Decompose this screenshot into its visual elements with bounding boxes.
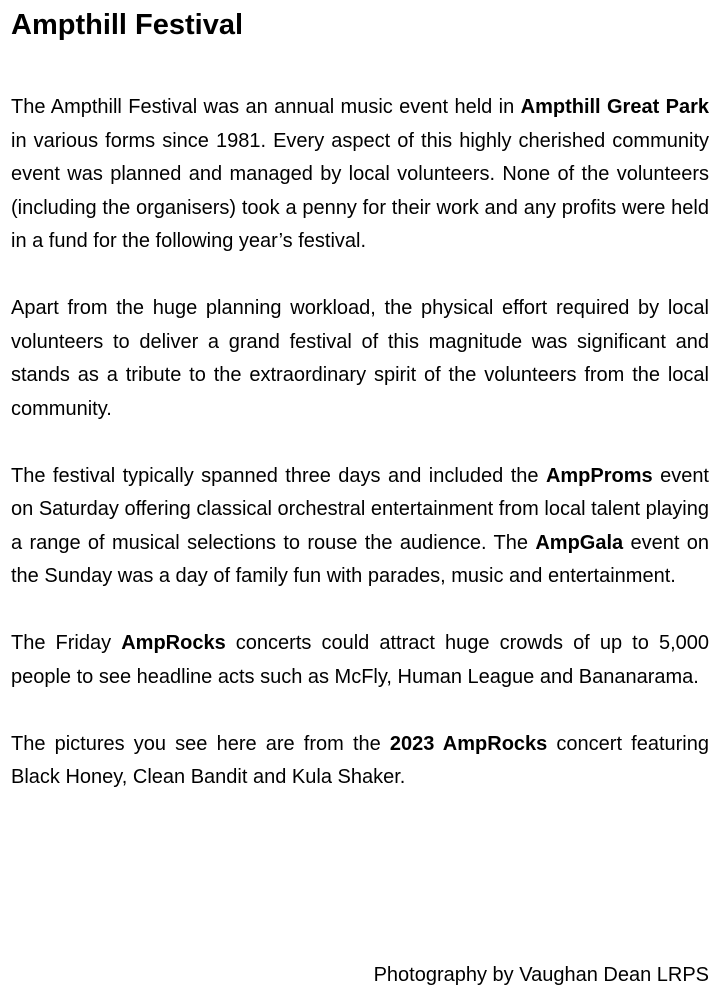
ampgala-name: AmpGala [535, 531, 624, 554]
park-name: Ampthill Great Park [520, 96, 709, 118]
paragraph-events [11, 460, 709, 594]
body-text [11, 91, 709, 828]
paragraph-volunteers [11, 292, 709, 426]
paragraph-text: Apart from the huge planning workload, the physical effort required by local volunteers to deliver a grand festival of this magnitude was significant and stands as a tribute to the extraordinary spirit of the volunteers from the local community. [11, 297, 709, 420]
paragraph-history [11, 91, 709, 259]
paragraph-text: The Friday [11, 632, 122, 654]
paragraph-text: event on Saturday offering classical orchestral entertainment from local talent playing a range of musical selections to rouse the audience. The [11, 464, 709, 554]
paragraph-text: event on the Sunday was a day of family fun with parades, music and entertainment. [11, 531, 709, 587]
paragraph-pictures [11, 728, 709, 795]
paragraph-amprocks [11, 627, 709, 694]
paragraph-text: concerts could attract huge crowds of up to 5,000 people to see headline acts such as McFly, Human League and Bananarama. [11, 632, 709, 688]
paragraph-text: The pictures you see here are from the [11, 732, 390, 755]
paragraph-text: concert featuring Black Honey, Clean Bandit and Kula Shaker. [11, 732, 709, 788]
photo-credit: Photography by Vaughan Dean LRPS [373, 964, 709, 986]
page-title: Ampthill Festival [11, 9, 244, 41]
paragraph-text: The festival typically spanned three days and included the [11, 464, 546, 487]
amprocks-name: AmpRocks [121, 632, 226, 654]
ampproms-name: AmpProms [545, 464, 653, 487]
amprocks-2023-name: 2023 AmpRocks [389, 732, 548, 755]
paragraph-text: The Ampthill Festival was an annual music event held in [11, 96, 521, 118]
paragraph-text: in various forms since 1981. Every aspect of this highly cherished community event was planned and managed by local volunteers. None of the volunteers (including the organisers) took a penny for their work and any profits were held in a fund for the following year’s festival. [11, 129, 709, 252]
